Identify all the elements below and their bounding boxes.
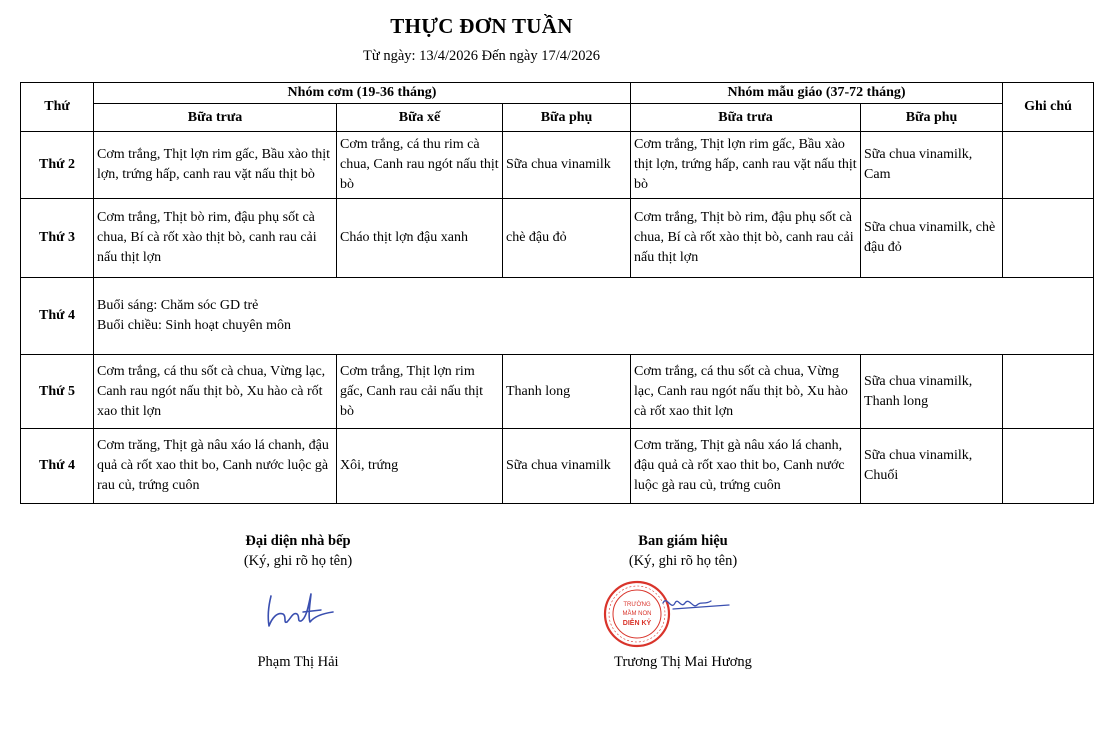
stamp-text-top: TRƯỜNG [623, 602, 651, 608]
com-lunch-cell: Cơm trăng, Thịt gà nâu xáo lá chanh, đậu quả cà rốt xao thit bo, Canh nước luộc gà rau củ, trứng cuôn [94, 429, 337, 504]
table-row [21, 355, 1094, 429]
com-afternoon-cell: Xôi, trứng [337, 429, 503, 504]
header-com-bua-trua: Bữa trưa [94, 104, 337, 132]
com-afternoon-cell: Cơm trắng, Thịt lợn rim gấc, Canh rau cải nấu thịt bò [337, 355, 503, 429]
table-row [21, 278, 1094, 355]
header-group-mau-giao: Nhóm mẫu giáo (37-72 tháng) [631, 83, 1003, 104]
com-snack-cell: Sữa chua vinamilk [503, 132, 631, 199]
stamp-text-mid: MẦM NON [622, 611, 652, 617]
merged-activity-cell [94, 278, 1094, 355]
day-cell: Thứ 5 [21, 355, 94, 429]
header-day: Thứ [21, 83, 94, 132]
com-afternoon-cell: Cháo thịt lợn đậu xanh [337, 199, 503, 278]
day-cell: Thứ 2 [21, 132, 94, 199]
com-snack-cell: Thanh long [503, 355, 631, 429]
com-snack-cell: chè đậu đỏ [503, 199, 631, 278]
header-row-groups [21, 83, 1094, 104]
note-cell [1003, 132, 1094, 199]
header-group-com: Nhóm cơm (19-36 tháng) [94, 83, 631, 104]
mg-snack-cell: Sữa chua vinamilk, chè đậu đỏ [861, 199, 1003, 278]
kitchen-signer-name: Phạm Thị Hải [257, 654, 339, 670]
header-mg-bua-phu: Bữa phụ [861, 104, 1003, 132]
com-lunch-cell: Cơm trắng, cá thu sốt cà chua, Vừng lạc, Canh rau ngót nấu thịt bò, Xu hào cà rốt xao thit lợn [94, 355, 337, 429]
day-cell: Thứ 3 [21, 199, 94, 278]
day-cell: Thứ 4 [21, 429, 94, 504]
header-com-bua-xe: Bữa xế [337, 104, 503, 132]
com-lunch-cell: Cơm trắng, Thịt bò rim, đậu phụ sốt cà chua, Bí cà rốt xào thịt bò, canh rau cải nấu thịt lợn [94, 199, 337, 278]
weekly-menu-table [20, 82, 1094, 504]
activity-morning: Buổi sáng: Chăm sóc GD trẻ [97, 298, 259, 313]
mg-snack-cell: Sữa chua vinamilk, Thanh long [861, 355, 1003, 429]
day-cell: Thứ 4 [21, 278, 94, 355]
kitchen-signature-note: (Ký, ghi rõ họ tên) [243, 553, 353, 569]
header-com-bua-phu: Bữa phụ [503, 104, 631, 132]
page-title: THỰC ĐƠN TUẦN [390, 14, 573, 38]
mg-lunch-cell: Cơm trăng, Thịt gà nâu xáo lá chanh, đậu quả cà rốt xao thit bo, Canh nước luộc gà rau củ, trứng cuôn [631, 429, 861, 504]
note-cell [1003, 199, 1094, 278]
mg-lunch-cell: Cơm trắng, cá thu sốt cà chua, Vừng lạc, Canh rau ngót nấu thịt bò, Xu hào cà rốt xao thit lợn [631, 355, 861, 429]
com-afternoon-cell: Cơm trắng, cá thu rim cà chua, Canh rau ngót nấu thịt bò [337, 132, 503, 199]
kitchen-signature-title: Đại diện nhà bếp [245, 533, 351, 549]
table-row [21, 429, 1094, 504]
kitchen-handwritten-signature [263, 588, 338, 634]
note-cell [1003, 429, 1094, 504]
note-cell [1003, 355, 1094, 429]
header-row-meals [21, 104, 1094, 132]
date-range: Từ ngày: 13/4/2026 Đến ngày 17/4/2026 [362, 48, 600, 64]
board-signer-name: Trương Thị Mai Hương [614, 654, 752, 670]
mg-lunch-cell: Cơm trắng, Thịt bò rim, đậu phụ sốt cà chua, Bí cà rốt xào thịt bò, canh rau cải nấu thịt lợn [631, 199, 861, 278]
board-signature-title: Ban giám hiệu [638, 533, 728, 549]
mg-snack-cell: Sữa chua vinamilk, Cam [861, 132, 1003, 199]
header-mg-bua-trua: Bữa trưa [631, 104, 861, 132]
school-stamp [601, 575, 751, 653]
table-row [21, 199, 1094, 278]
com-snack-cell: Sữa chua vinamilk [503, 429, 631, 504]
mg-lunch-cell: Cơm trắng, Thịt lợn rim gấc, Bầu xào thịt lợn, trứng hấp, canh rau vặt nấu thịt bò [631, 132, 861, 199]
header-notes: Ghi chú [1003, 83, 1094, 132]
kitchen-signature-block [168, 533, 428, 683]
table-row [21, 132, 1094, 199]
stamp-text-bottom: DIỄN KỶ [622, 620, 652, 627]
activity-afternoon: Buổi chiều: Sinh hoạt chuyên môn [97, 318, 292, 333]
mg-snack-cell: Sữa chua vinamilk, Chuối [861, 429, 1003, 504]
com-lunch-cell: Cơm trắng, Thịt lợn rim gấc, Bầu xào thịt lợn, trứng hấp, canh rau vặt nấu thịt bò [94, 132, 337, 199]
board-signature-block [553, 533, 813, 683]
board-signature-note: (Ký, ghi rõ họ tên) [628, 553, 738, 569]
